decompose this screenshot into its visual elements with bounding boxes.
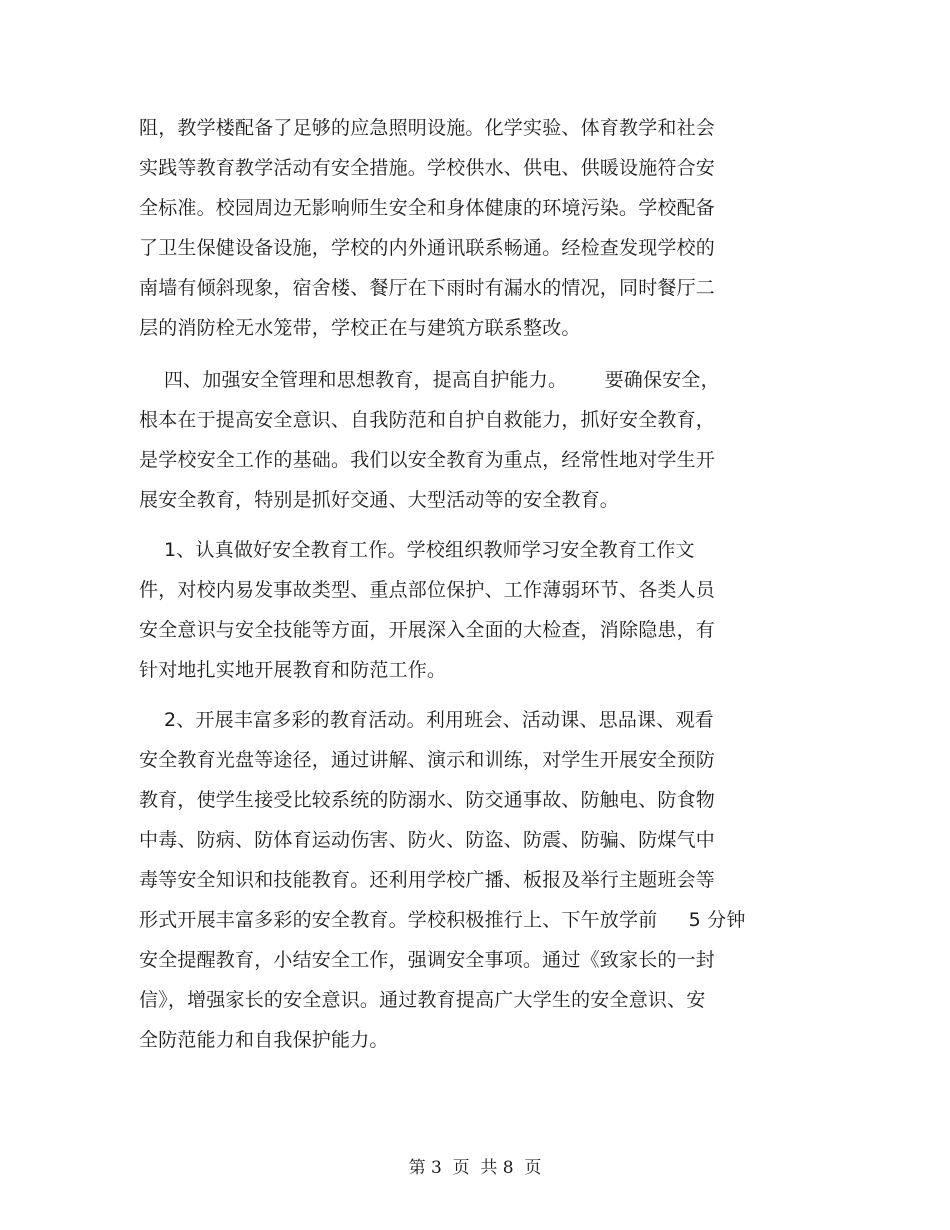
text-line: 安全提醒教育，小结安全工作，强调安全事项。通过《致家长的一封	[139, 949, 716, 971]
text-line: 毒等安全知识和技能教育。还利用学校广播、板报及举行主题班会等	[139, 869, 716, 891]
text-line: 全标准。校园周边无影响师生安全和身体健康的环境污染。学校配备	[139, 197, 716, 219]
text-line: 是学校安全工作的基础。我们以安全教育为重点，经常性地对学生开	[139, 449, 716, 471]
text-line: 展安全教育，特别是抓好交通、大型活动等的安全教育。	[139, 489, 620, 511]
text-line: 针对地扎实地开展教育和防范工作。	[139, 659, 447, 681]
text-line: 信》，增强家长的安全意识。通过教育提高广大学生的安全意识、安	[139, 989, 706, 1011]
text-line: 了卫生保健设备设施，学校的内外通讯联系畅通。经检查发现学校的	[139, 237, 716, 259]
page-number-footer: 第 3 页 共 8 页	[408, 1158, 542, 1178]
text-line: 阻，教学楼配备了足够的应急照明设施。化学实验、体育教学和社会	[139, 117, 716, 139]
text-line: 南墙有倾斜现象，宿舍楼、餐厅在下雨时有漏水的情况，同时餐厅二	[139, 277, 716, 299]
text-line: 中毒、防病、防体育运动伤害、防火、防盗、防震、防骗、防煤气中	[139, 829, 716, 851]
text-line: 形式开展丰富多彩的安全教育。学校积极推行上、下午放学前 5 分钟	[139, 909, 746, 931]
text-line: 安全教育光盘等途径，通过讲解、演示和训练，对学生开展安全预防	[139, 749, 716, 771]
text-line: 实践等教育教学活动有安全措施。学校供水、供电、供暖设施符合安	[139, 157, 716, 179]
text-line: 件，对校内易发事故类型、重点部位保护、工作薄弱环节、各类人员	[139, 579, 716, 601]
text-line: 2、开展丰富多彩的教育活动。利用班会、活动课、思品课、观看	[139, 709, 714, 731]
text-line: 全防范能力和自我保护能力。	[139, 1029, 389, 1051]
text-line: 四、加强安全管理和思想教育，提高自护能力。 要确保安全，	[139, 369, 720, 391]
text-line: 教育，使学生接受比较系统的防溺水、防交通事故、防触电、防食物	[139, 789, 716, 811]
text-line: 1、认真做好安全教育工作。学校组织教师学习安全教育工作文	[139, 539, 695, 561]
text-line: 层的消防栓无水笼带，学校正在与建筑方联系整改。	[139, 317, 581, 339]
text-line: 根本在于提高安全意识、自我防范和自护自救能力，抓好安全教育，	[139, 409, 716, 431]
text-line: 安全意识与安全技能等方面，开展深入全面的大检查，消除隐患，有	[139, 619, 716, 641]
